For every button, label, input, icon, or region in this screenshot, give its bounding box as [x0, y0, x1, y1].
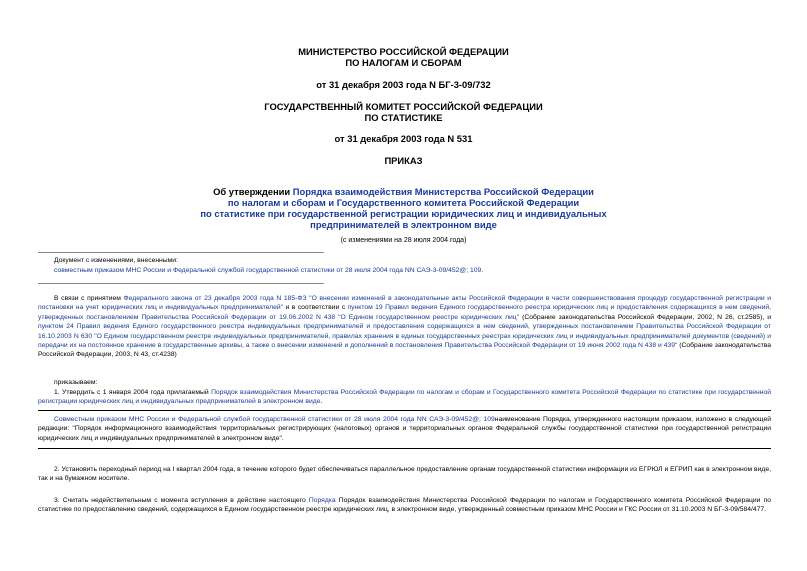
federal-law-link[interactable]: Федерального закона от 23 декабря 2003 года N 185-ФЗ "О внесении изменений в законодательные акты Российской Федерации в части совершенствования процедур государственной регистрации и постановки на учет юридических лиц и индивидуальных предпринимателей" — [38, 295, 771, 312]
ministry-name-line1: МИНИСТЕРСТВО РОССИЙСКОЙ ФЕДЕРАЦИИ — [298, 46, 509, 57]
changes-line: совместным приказом МНС России и Федеральной службой государственной статистики от 28 июля 2004 года NN САЭ-3-09/452@; 109. — [54, 267, 484, 274]
ministry-name-line2: ПО НАЛОГАМ И СБОРАМ — [345, 57, 462, 68]
title-line4[interactable]: предпринимателей в электронном виде — [310, 219, 497, 230]
amendment-note-paragraph: Совместным приказом МНС России и Федеральной службой государственной статистики от 28 июля 2004 года NN САЭ-3-09/452@; 109наименование Порядка, утвержденного настоящим приказом, изложено в следующей редакции: "Порядок информационного взаимодействия территориальных регистрирующих (налоговых) органов и территориальных органов Федеральной службы государственной статистики при государственной регистрации юридических лиц и индивидуальных предпринимателей в электронном виде". — [38, 416, 771, 442]
rules-item19-link[interactable]: пунктом 19 Правил ведения Единого государственного реестра юридических лиц и предоставления содержащихся в нем сведений, утвержденных постановлением Правительства Российской Федерации от 19.06.2002 N 438 "О Едином государственном реестре юридических лиц" — [38, 304, 771, 321]
separator-line — [38, 283, 324, 284]
committee-name-line2: ПО СТАТИСТИКЕ — [364, 112, 443, 123]
order-intro: приказываем: — [54, 379, 98, 386]
separator-line — [38, 252, 324, 253]
title-prefix: Об утверждении — [213, 186, 293, 197]
order-item3: 3. Считать недействительным с момента вступления в действие настоящего Порядка Порядок взаимодействия Министерства Российской Федерации по налогам и Государственного комитета Российской Федерации по статистике по предоставлению сведений, содержащихся в Едином государственном реестре юридических лиц, в электронном виде, утвержденный совместным приказом МНС России и ГКС России от 31.10.2003 N БГ-3-09/584/477. — [38, 497, 771, 514]
title-line3[interactable]: по статистике при государственной регистрации юридических лиц и индивидуальных — [200, 208, 607, 219]
amendment-note: (с изменениями на 28 июля 2004 года) — [340, 237, 467, 244]
committee-name-line1: ГОСУДАРСТВЕННЫЙ КОМИТЕТ РОССИЙСКОЙ ФЕДЕРАЦИИ — [264, 101, 543, 112]
committee-order-date: от 31 декабря 2003 года N 531 — [334, 133, 473, 144]
changes-label: Документ с изменениями, внесенными: — [54, 257, 178, 264]
order-item2: 2. Установить переходный период на I квартал 2004 года, в течение которого будет обеспечиваться параллельное предоставление органам государственной статистики информации из ЕГРЮЛ и ЕГРИП как в электронном виде, так и на бумажном носителе. — [38, 466, 771, 483]
note-top-rule — [38, 410, 771, 411]
changes-link[interactable]: совместным приказом МНС России и Федеральной службой государственной статистики от 28 июля 2004 года NN САЭ-3-09/452@; 109 — [54, 267, 482, 274]
document-type: ПРИКАЗ — [384, 155, 423, 166]
title-line1 — [0, 186, 807, 197]
procedure-ref-link[interactable]: Порядка — [308, 497, 336, 504]
ministry-order-date: от 31 декабря 2003 года N БГ-3-09/732 — [316, 79, 491, 90]
order-item1: 1. Утвердить с 1 января 2004 года прилагаемый Порядок взаимодействия Министерства Российской Федерации по налогам и сборам и Государственного комитета Российской Федерации по статистике при государственной регистрации юридических лиц и индивидуальных предпринимателей в электронном виде. — [38, 389, 771, 406]
title-line2[interactable]: по налогам и сборам и Государственного комитета Российской Федерации — [227, 197, 580, 208]
procedure-link[interactable]: Порядка взаимодействия Министерства Российской Федерации — [292, 186, 594, 197]
procedure-annex-link[interactable]: Порядок взаимодействия Министерства Российской Федерации по налогам и сборам и Государственного комитета Российской Федерации по статистике при государственной регистрации юридических лиц и индивидуальных предпринимателей в электронном виде — [38, 389, 771, 406]
note-bottom-rule — [38, 448, 771, 449]
preamble-paragraph: В связи с принятием Федерального закона от 23 декабря 2003 года N 185-ФЗ "О внесении изменений в законодательные акты Российской Федерации в части совершенствования процедур государственной регистрации и постановки на учет юридических лиц и индивидуальных предпринимателей" и в соответствии с пунктом 19 Правил ведения Единого государственного реестра юридических лиц и предоставления содержащихся в нем сведений, утвержденных постановлением Правительства Российской Федерации от 19.06.2002 N 438 "О Едином государственном реестре юридических лиц" (Собрание законодательства Российской Федерации, 2002, N 26, ст.2585), и пунктом 24 Правил ведения Единого государственного реестра индивидуальных предпринимателей и предоставления содержащихся в нем сведений, утвержденных постановлением Правительства Российской Федерации от 16.10.2003 N 630 "О Едином государственном реестре индивидуальных предпринимателей, правилах хранения в единых государственных реестрах юридических лиц и индивидуальных предпринимателей документов (сведений) и передачи их на постоянное хранение в государственные архивы, а также о внесении изменений и дополнений в постановления Правительства Российской Федерации от 19 июня 2002 года N 438 и 439" (Собрание законодательства Российской Федерации, 2003, N 43, ст.4238) — [38, 295, 771, 359]
rules-item24-link[interactable]: пунктом 24 Правил ведения Единого государственного реестра индивидуальных предпринимателей и предоставления содержащихся в нем сведений, утвержденных постановлением Правительства Российской Федерации от 16.10.2003 N 630 "О Едином государственном реестре индивидуальных предпринимателей, правилах хранения в единых государственных реестрах юридических лиц и индивидуальных предпринимателей документов (сведений) и передачи их на постоянное хранение в государственные архивы, а также о внесении изменений и дополнений в постановления Правительства Российской Федерации от 19 июня 2002 года N 438 и 439" — [38, 323, 771, 350]
joint-order-link[interactable]: Совместным приказом МНС России и Федеральной службой государственной статистики от 28 июля 2004 года NN САЭ-3-09/452@; 109 — [54, 416, 495, 423]
